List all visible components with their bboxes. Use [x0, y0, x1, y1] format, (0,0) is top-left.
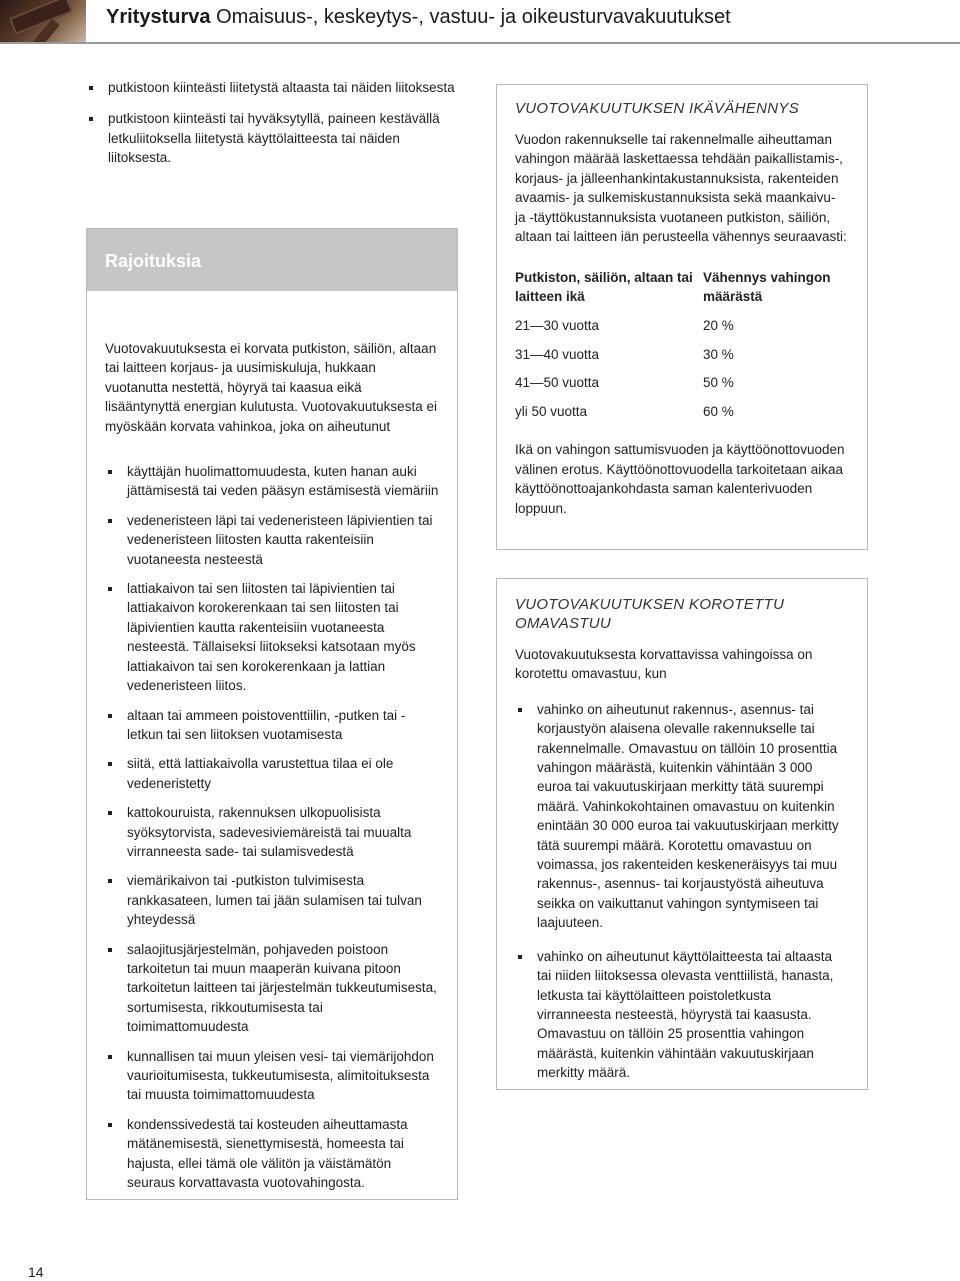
table-cell-age: 41—50 vuotta — [515, 375, 600, 391]
list-item: putkistoon kiinteästi liitetystä altaasta tai näiden liitoksesta — [86, 78, 458, 97]
table-cell-age: 21—30 vuotta — [515, 318, 600, 334]
restrictions-paragraph: Vuotovakuutuksesta ei korvata putkiston, säiliön, altaan tai laitteen korjaus- ja uusimiskuluja, hukkaan vuotanutta nestettä, höyryä tai kaasua eikä lisääntynyttä energian kulutusta. Vuotovakuutuksesta ei myöskään korvata vahinkoa, joka on aiheutunut — [105, 341, 437, 434]
restrictions-list — [105, 462, 439, 1192]
table-cell-age: 31—40 vuotta — [515, 346, 600, 362]
age-reduction-title: VUOTOVAKUUTUKSEN IKÄVÄHENNYS — [515, 100, 800, 117]
increased-deductible-title: VUOTOVAKUUTUKSEN KOROTETTU OMAVASTUU — [515, 596, 785, 632]
age-reduction-intro: Vuodon rakennukselle tai rakennelmalle aiheuttaman vahingon määrää laskettaessa tehdään paikallistamis-, korjaus- ja jälleenhankintakustannuksista, rakenteiden avaamis- ja sulkemiskustannuksista sekä maankaivu- ja -täyttökustannuksista vuotaneen putkiston, säiliön, altaan tai laitteen iän perusteella vähennys seuraavasti: — [515, 132, 847, 245]
table-row — [515, 373, 849, 402]
age-reduction-table — [515, 268, 849, 430]
intro-bullet-list — [86, 78, 458, 168]
restrictions-title: Rajoituksia — [105, 251, 202, 271]
table-cell-reduction: 60 % — [703, 403, 734, 419]
list-item: viemärikaivon tai -putkiston tulvimisesta rankkasateen, lumen tai jään sulamisen tai tulvan yhteydessä — [105, 871, 439, 929]
restrictions-header-band — [87, 229, 457, 291]
list-item: kattokouruista, rakennuksen ulkopuolisista syöksytorvista, sadevesiviemäreistä tai muualta virranneesta sade- tai sulamisvedestä — [105, 803, 439, 861]
list-item: putkistoon kiinteästi tai hyväksytyllä, paineen kestävällä letkuliitoksella liitetystä käyttölaitteesta tai näiden liitoksesta. — [86, 109, 458, 167]
list-item: lattiakaivon tai sen liitosten tai läpivientien tai lattiakaivon korokerenkaan tai sen liitosten tai läpivientien kautta rakenteisiin vuotaneesta nesteestä. Tällaiseksi liitokseksi katsotaan myös lattiakaivon tai sen korokerenkaan ja lattian vedeneristeen liitos. — [105, 579, 439, 695]
table-cell-reduction: 30 % — [703, 346, 734, 362]
intro-section — [86, 78, 458, 180]
table-cell-reduction: 20 % — [703, 318, 734, 334]
list-item: kondenssivedestä tai kosteuden aiheuttamasta mätänemisestä, sienettymisestä, homeesta tai hajusta, ellei tämä ole välitön ja väistämätön seuraus korvattavasta vuotovahingosta. — [105, 1115, 439, 1193]
list-item: salaojitusjärjestelmän, pohjaveden poistoon tarkoitetun tai muun maaperän kuivana pitoon tarkoitetun laitteen tai järjestelmän tukkeutumisesta, sortumisesta, rikkoutumisesta tai toimimattomuudesta — [105, 940, 439, 1037]
table-header-row — [515, 268, 849, 316]
list-item: altaan tai ammeen poistoventtiilin, -putken tai -letkun tai sen liitoksen vuotamisesta — [105, 706, 439, 745]
age-reduction-note: Ikä on vahingon sattumisvuoden ja käyttöönottovuoden välinen erotus. Käyttöönottovuodella tarkoitetaan aikaa käyttöönottoajankohdasta saman kalenterivuoden loppuun. — [515, 442, 845, 516]
list-item: siitä, että lattiakaivolla varustettua tilaa ei ole vedeneristetty — [105, 754, 439, 793]
list-item: vahinko on aiheutunut rakennus-, asennus- tai korjaustyön alaisena olevalle rakennukselle tai rakennelmalle. Omavastuu on tällöin 10 prosenttia vahingon määrästä, kuitenkin vähintään 3 000 euroa tai vakuutuskirjaan merkitty tätä suurempi määrä. Vahinkokohtainen omavastuu on kuitenkin enintään 30 000 euroa tai vakuutuskirjaan merkitty tätä suurempi määrä. Korotettu omavastuu on voimassa, jos rakenteiden keskeneräisyys tai muu rakennus-, asennus- tai korjaustyöstä aiheutuva seikka on vaikuttanut vahingon syntymiseen tai laajuuteen. — [515, 700, 849, 933]
gavel-head — [9, 0, 73, 35]
page-header — [0, 0, 960, 42]
list-item: käyttäjän huolimattomuudesta, kuten hanan auki jättämisestä tai veden pääsyn estämisestä viemäriin — [105, 462, 439, 501]
list-item: kunnallisen tai muun yleisen vesi- tai viemärijohdon vaurioitumisesta, tukkeutumisesta, alimitoituksesta tai muusta toimimattomuudesta — [105, 1047, 439, 1105]
table-header-reduction: Vähennys vahingon määrästä — [703, 270, 831, 305]
table-cell-age: yli 50 vuotta — [515, 403, 588, 419]
header-brand: Yritysturva — [106, 6, 211, 28]
table-row — [515, 316, 849, 345]
age-reduction-box — [496, 84, 868, 550]
page-number: 14 — [28, 1264, 44, 1280]
header-title — [106, 6, 731, 29]
table-cell-reduction: 50 % — [703, 375, 734, 391]
table-header-age: Putkiston, säiliön, altaan tai laitteen ikä — [515, 270, 693, 305]
increased-deductible-list — [515, 700, 849, 1083]
list-item: vedeneristeen läpi tai vedeneristeen läpivientien tai vedeneristeen liitosten kautta rakenteisiin vuotaneesta nesteestä — [105, 511, 439, 569]
increased-deductible-intro: Vuotovakuutuksesta korvattavissa vahingoissa on korotettu omavastuu, kun — [515, 647, 813, 682]
gavel-image — [0, 0, 86, 42]
table-row — [515, 402, 849, 431]
header-divider — [0, 42, 960, 44]
table-row — [515, 345, 849, 374]
header-subtitle: Omaisuus-, keskeytys-, vastuu- ja oikeusturvavakuutukset — [216, 6, 731, 28]
list-item: vahinko on aiheutunut käyttölaitteesta tai altaasta tai niiden liitoksessa olevasta venttiilistä, hanasta, letkusta tai käyttölaitteen poistoletkusta virranneesta nesteestä, höyrystä tai kaasusta. Omavastuu on tällöin 25 prosenttia vahingon määrästä, kuitenkin vähintään vakuutuskirjaan merkitty määrä. — [515, 947, 849, 1083]
increased-deductible-box — [496, 578, 868, 1090]
restrictions-box — [86, 228, 458, 1200]
restrictions-content — [87, 291, 457, 1192]
